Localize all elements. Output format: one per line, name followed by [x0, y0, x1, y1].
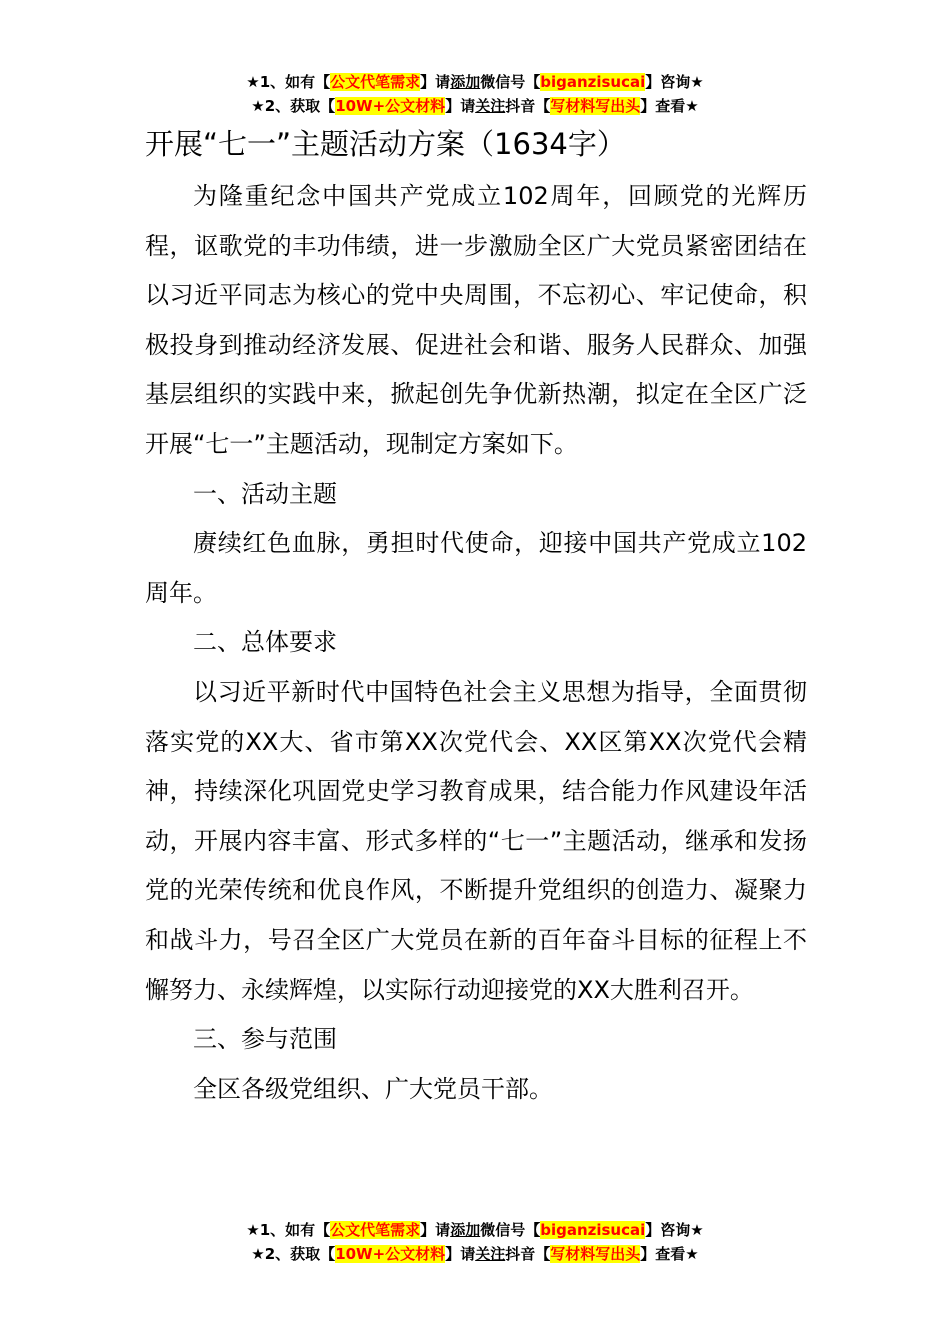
promo-highlight: 公文代笔需求: [330, 73, 421, 91]
promo-douyin-id: 写材料写出头: [550, 97, 641, 115]
promo-text: 】查看★: [640, 1245, 699, 1263]
star-icon: ★: [246, 73, 260, 91]
promo-highlight: 公文代笔需求: [330, 1221, 421, 1239]
document-title: 开展“七一”主题活动方案（1634字）: [145, 127, 626, 161]
promo-underline: 关注: [475, 97, 506, 115]
promo-highlight: 10W+公文材料: [335, 97, 446, 115]
section-heading-requirements: 二、总体要求: [193, 628, 337, 657]
promo-underline: 关注: [475, 1245, 506, 1263]
promo-line-1: [0, 1218, 950, 1242]
promo-douyin-id: 写材料写出头: [550, 1245, 641, 1263]
promo-text: 】请: [445, 97, 476, 115]
promo-text: 2、获取【: [264, 1245, 336, 1263]
document-body: [145, 172, 807, 1114]
promo-text: 】请: [420, 73, 451, 91]
scope-paragraph: 全区各级党组织、广大党员干部。: [193, 1074, 553, 1103]
footer-promo: [0, 1218, 950, 1266]
promo-underline: 添加: [450, 73, 481, 91]
star-icon: ★: [246, 1221, 260, 1239]
promo-text: 2、获取【: [264, 97, 336, 115]
header-promo: [0, 70, 950, 118]
promo-text: 1、如有【: [259, 73, 331, 91]
intro-paragraph: 为隆重纪念中国共产党成立102周年，回顾党的光辉历程，讴歌党的丰功伟绩，进一步激励全区广大党员紧密团结在以习近平同志为核心的党中央周围，不忘初心、牢记使命，积极投身到推动经济发展、促进社会和谐、服务人民群众、加强基层组织的实践中来，掀起创先争优新热潮，拟定在全区广泛开展“七一”主题活动，现制定方案如下。: [145, 182, 807, 458]
promo-text: 】查看★: [640, 97, 699, 115]
promo-underline: 添加: [450, 1221, 481, 1239]
promo-text: 1、如有【: [259, 1221, 331, 1239]
requirements-paragraph: 以习近平新时代中国特色社会主义思想为指导，全面贯彻落实党的XX大、省市第XX次党代会、XX区第XX次党代会精神，持续深化巩固党史学习教育成果，结合能力作风建设年活动，开展内容丰富、形式多样的“七一”主题活动，继承和发扬党的光荣传统和优良作风，不断提升党组织的创造力、凝聚力和战斗力，号召全区广大党员在新的百年奋斗目标的征程上不懈努力、永续辉煌，以实际行动迎接党的XX大胜利召开。: [145, 677, 807, 1004]
promo-text: 微信号【: [480, 1221, 541, 1239]
promo-highlight: 10W+公文材料: [335, 1245, 446, 1263]
section-heading-scope: 三、参与范围: [193, 1025, 337, 1054]
promo-wechat-id: biganzisucai: [540, 73, 646, 91]
theme-paragraph: 赓续红色血脉，勇担时代使命，迎接中国共产党成立102周年。: [145, 529, 807, 607]
promo-wechat-id: biganzisucai: [540, 1221, 646, 1239]
section-heading-theme: 一、活动主题: [193, 479, 337, 508]
promo-text: 抖音【: [505, 1245, 551, 1263]
promo-text: 】咨询★: [645, 73, 704, 91]
promo-text: 】请: [420, 1221, 451, 1239]
star-icon: ★: [251, 97, 265, 115]
promo-line-2: [0, 1242, 950, 1266]
promo-text: 】请: [445, 1245, 476, 1263]
promo-line-1: [0, 70, 950, 94]
promo-text: 抖音【: [505, 97, 551, 115]
promo-line-2: [0, 94, 950, 118]
promo-text: 】咨询★: [645, 1221, 704, 1239]
promo-text: 微信号【: [480, 73, 541, 91]
star-icon: ★: [251, 1245, 265, 1263]
